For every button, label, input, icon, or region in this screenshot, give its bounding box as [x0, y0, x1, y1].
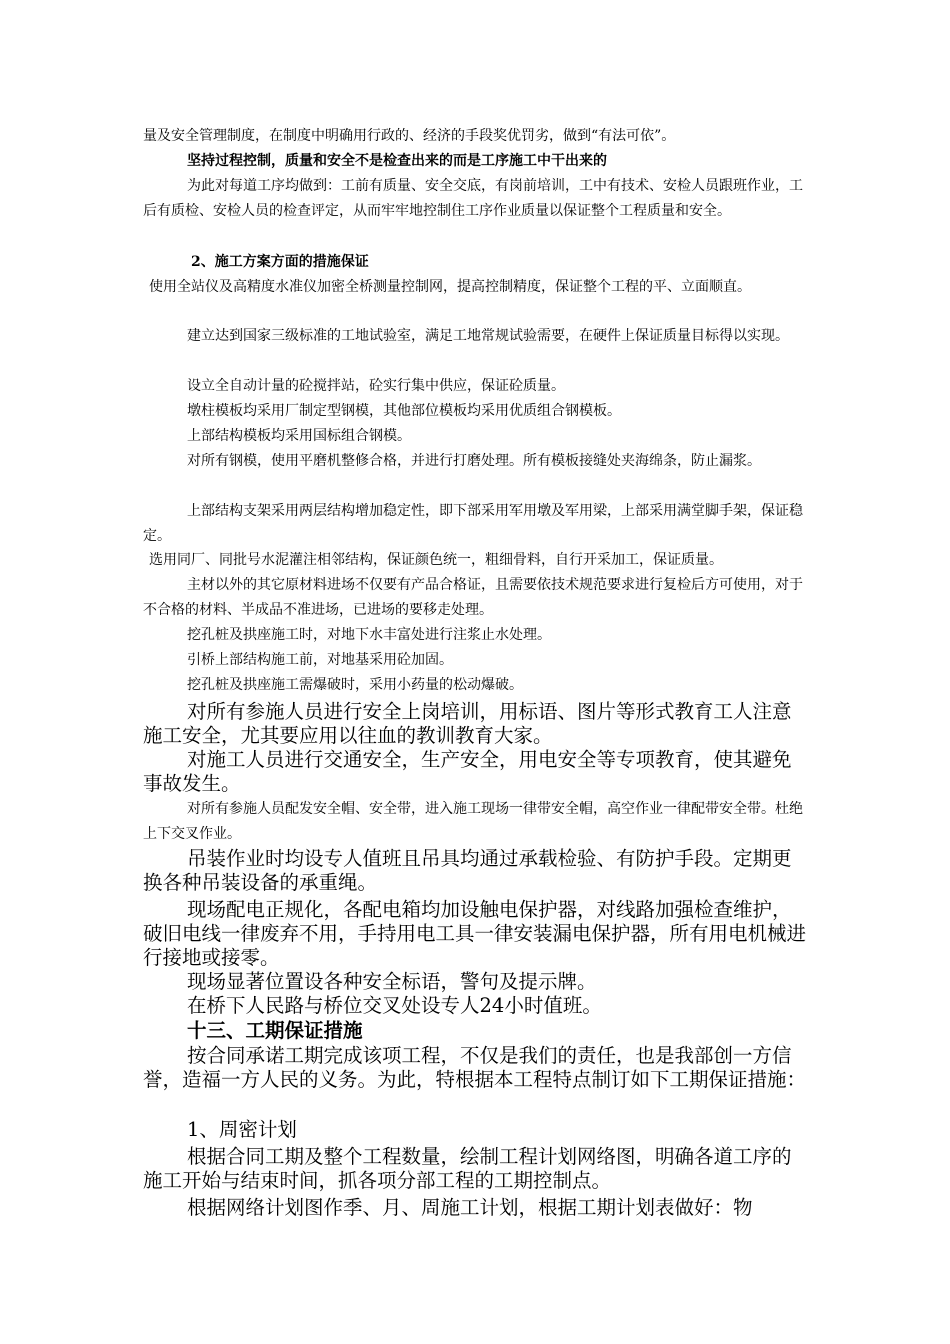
heading-schedule-measures: 十三、工期保证措施 [187, 1019, 363, 1042]
heading-process-control: 坚持过程控制，质量和安全不是检查出来的而是工序施工中干出来的 [187, 153, 607, 169]
paragraph-blasting: 挖孔桩及拱座施工需爆破时，采用小药量的松动爆破。 [187, 677, 523, 693]
paragraph-steel-formwork: 对所有钢模，使用平磨机整修合格，并进行打磨处理。所有模板接缝处夹海绵条，防止漏浆。 [187, 453, 761, 469]
heading-careful-planning: 1、周密计划 [187, 1118, 297, 1141]
paragraph-cement-selection: 选用同厂、同批号水泥灌注相邻结构，保证颜色统一，粗细骨料，自行开采加工，保证质量。 [149, 552, 723, 568]
paragraph-special-education: 对施工人员进行交通安全，生产安全，用电安全等专项教育，使其避免事故发生。 [143, 748, 792, 795]
paragraph-lifting: 吊装作业时均设专人值班且吊具均通过承载检验、有防护手段。定期更换各种吊装设备的承重绳。 [143, 847, 792, 894]
paragraph-helmets: 对所有参施人员配发安全帽、安全带，进入施工现场一律带安全帽，高空作业一律配带安全带。杜绝上下交叉作业。 [143, 801, 803, 842]
paragraph-signs: 现场显著位置设各种安全标语，警句及提示牌。 [187, 970, 597, 993]
paragraph-superstructure-formwork: 上部结构模板均采用国标组合钢模。 [187, 428, 411, 444]
paragraph-test-lab: 建立达到国家三级标准的工地试验室，满足工地常规试验需要，在硬件上保证质量目标得以实现。 [187, 328, 789, 344]
paragraph-foundation: 引桥上部结构施工前，对地基采用砼加固。 [187, 652, 453, 668]
paragraph-duty: 在桥下人民路与桥位交叉处设专人24小时值班。 [187, 994, 602, 1017]
paragraph-periodic-plan: 根据网络计划图作季、月、周施工计划，根据工期计划表做好：物 [187, 1196, 753, 1219]
paragraph-safety-training: 对所有参施人员进行安全上岗培训，用标语、图片等形式教育工人注意施工安全，尤其要应用以往血的教训教育大家。 [143, 700, 792, 747]
paragraph-grouting: 挖孔桩及拱座施工时，对地下水丰富处进行注浆止水处理。 [187, 627, 551, 643]
paragraph-schedule-commitment: 按合同承诺工期完成该项工程，不仅是我们的责任，也是我部创一方信誉，造福一方人民的义务。为此，特根据本工程特点制订如下工期保证措施： [143, 1044, 807, 1091]
paragraph-support-frame: 上部结构支架采用两层结构增加稳定性，即下部采用军用墩及军用梁，上部采用满堂脚手架，保证稳定。 [143, 503, 803, 544]
paragraph-pier-formwork: 墩柱模板均采用厂制定型钢模，其他部位模板均采用优质组合钢模板。 [187, 403, 621, 419]
paragraph-safety-rules: 量及安全管理制度，在制度中明确用行政的、经济的手段奖优罚劣，做到“有法可依”。 [143, 128, 676, 144]
paragraph-process-steps: 为此对每道工序均做到：工前有质量、安全交底，有岗前培训，工中有技术、安检人员跟班作业，工后有质检、安检人员的检查评定，从而牢牢地控制住工序作业质量以保证整个工程质量和安全。 [143, 178, 803, 219]
heading-construction-plan: 2、施工方案方面的措施保证 [191, 254, 369, 270]
paragraph-power-distribution: 现场配电正规化，各配电箱均加设触电保护器，对线路加强检查维护，破旧电线一律废弃不用，手持用电工具一律安装漏电保护器，所有用电机械进行接地或接零。 [143, 898, 807, 969]
paragraph-raw-materials: 主材以外的其它原材料进场不仅要有产品合格证，且需要依技术规范要求进行复检后方可使用，对于不合格的材料、半成品不准进场，已进场的要移走处理。 [143, 577, 803, 618]
paragraph-mixing-station: 设立全自动计量的砼搅拌站，砼实行集中供应，保证砼质量。 [187, 378, 565, 394]
paragraph-network-plan: 根据合同工期及整个工程数量，绘制工程计划网络图，明确各道工序的施工开始与结束时间，抓各项分部工程的工期控制点。 [143, 1145, 792, 1192]
paragraph-survey-network: 使用全站仪及高精度水准仪加密全桥测量控制网，提高控制精度，保证整个工程的平、立面顺直。 [149, 279, 751, 295]
